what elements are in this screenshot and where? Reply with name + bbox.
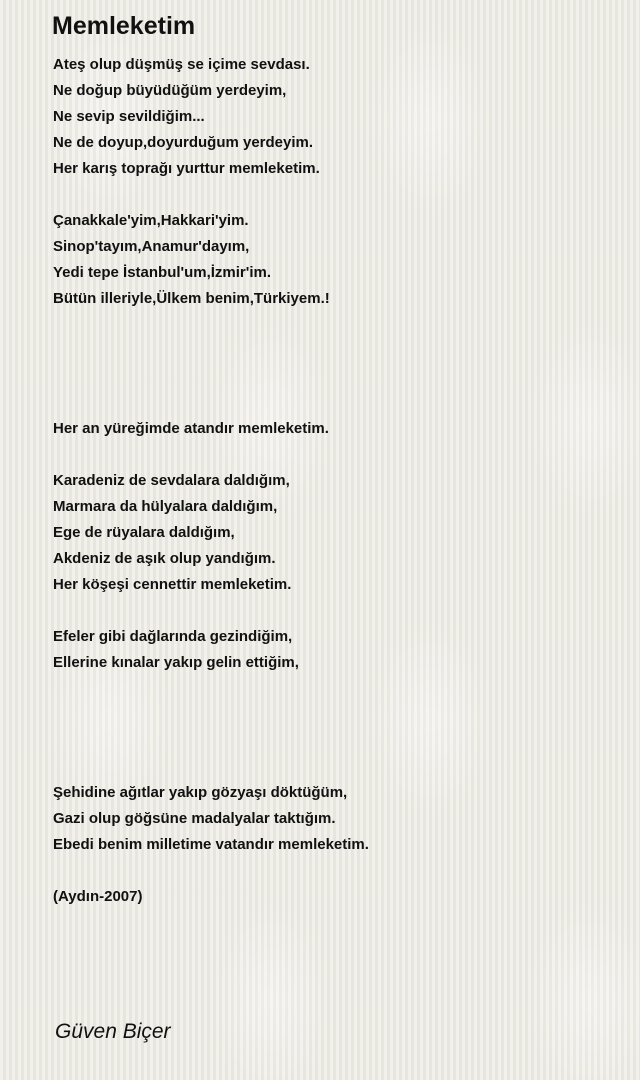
poem-line [53,598,613,624]
poem-line [53,182,613,208]
poem-line: Akdeniz de aşık olup yandığım. [53,550,276,567]
poem-line: Yedi tepe İstanbul'um,İzmir'im. [53,264,272,281]
poem-line: Gazi olup göğsüne madalyalar taktığım. [53,810,336,827]
poem-line [53,858,613,884]
poem-line [53,754,613,780]
author-name: Güven Biçer [55,1020,171,1043]
poem-line: Efeler gibi dağlarında gezindiğim, [53,628,293,645]
poem-line [53,338,613,364]
poem-line [53,364,613,390]
poem-line: Ebedi benim milletime vatandır memleketim. [53,836,369,853]
poem-line: Marmara da hülyalara daldığım, [53,498,278,515]
poem-title: Memleketim [52,12,196,40]
poem-line: Çanakkale'yim,Hakkari'yim. [53,212,249,229]
poem-line: Ne doğup büyüdüğüm yerdeyim, [53,82,287,99]
poem-line: Bütün illeriyle,Ülkem benim,Türkiyem.! [53,290,330,307]
poem-line [53,728,613,754]
poem-line [53,390,613,416]
poem-line: Ne de doyup,doyurduğum yerdeyim. [53,134,314,151]
poem-line [53,676,613,702]
poem-line: Karadeniz de sevdalara daldığım, [53,472,290,489]
poem-line: Ateş olup düşmüş se içime sevdası. [53,56,310,73]
poem-line: Her köşeşi cennettir memleketim. [53,576,292,593]
poem-line: Sinop'tayım,Anamur'dayım, [53,238,250,255]
poem-line: Ne sevip sevildiğim... [53,108,205,125]
poem-line: Ellerine kınalar yakıp gelin ettiğim, [53,654,299,671]
poem-line: (Aydın-2007) [53,888,143,905]
poem-line [53,702,613,728]
poem-line [53,312,613,338]
poem-line [53,442,613,468]
poem-line: Her an yüreğimde atandır memleketim. [53,420,329,437]
poem-body [53,52,613,910]
poem-line: Ege de rüyalara daldığım, [53,524,235,541]
poem-line: Şehidine ağıtlar yakıp gözyaşı döktüğüm, [53,784,348,801]
poem-line: Her karış toprağı yurttur memleketim. [53,160,320,177]
